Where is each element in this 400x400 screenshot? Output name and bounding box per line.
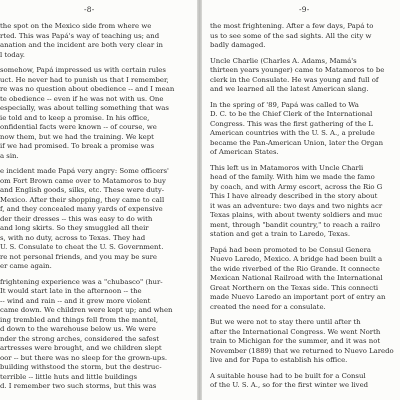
text-line: U. S. Consulate to cheat the U. S. Government. [0, 243, 164, 251]
text-line: It would start late in the afternoon -- the [0, 287, 142, 295]
text-line: building withstood the storm, but the destruc- [0, 363, 162, 371]
text-line: Texas plains, with about twenty soldiers and muc [210, 211, 383, 219]
left-page [0, 0, 197, 400]
text-line: after the International Congress. We went North [210, 327, 381, 336]
text-line: American countries with the U. S. A., a prelude [210, 129, 375, 137]
text-line: uct. He never had to punish us that I remember, [0, 75, 169, 84]
text-line: f, and they concealed many yards of expensive [0, 205, 163, 213]
text-line: train to Michigan for the summer, and it was not [210, 337, 381, 345]
text-line: d. I remember two such storms, but this was [0, 382, 157, 390]
text-line: er came again. [0, 262, 52, 270]
left-page-number: -8- [84, 5, 95, 14]
text-line: made Nuevo Laredo an important port of entry an [210, 293, 386, 301]
text-line: head of the family. With him we made the famo [210, 173, 375, 181]
text-line: Papá had been promoted to be Consul Genera [210, 245, 371, 254]
text-line: ing trembled and things fell from the mantel, [0, 315, 159, 324]
text-line: Uncle Charlie (Charles A. Adams, Mamá's [210, 56, 357, 65]
text-line: came down. We children were kept up; and when [0, 306, 173, 314]
text-line: e incident made Papá very angry: Some officers' [0, 167, 169, 175]
text-line: re was no question about obedience -- and I mean [0, 85, 175, 93]
text-line: s, with no duty, across to Texas. They had [0, 233, 146, 242]
text-line: became the Pan-American Union, later the Organ [210, 138, 384, 147]
text-line: -- wind and rain -- and it grew more violent [0, 296, 151, 305]
text-line: frightening experience was a "chubasco" (hur- [0, 277, 163, 286]
text-line: oor -- but there was no sleep for the grown-ups. [0, 353, 168, 362]
text-line: nder the strong arches, considered the safest [0, 334, 160, 343]
text-line: This I have already described in the story about [210, 192, 378, 200]
text-line: by coach, and with Army escort, across the Rio G [210, 182, 383, 191]
text-line: Nuevo Laredo, Mexico. A bridge had been built a [210, 255, 383, 263]
text-line: Mexico. After their shopping, they came to call [0, 195, 165, 204]
text-line: d down to the warehouse below us. We were [0, 325, 156, 333]
text-line: ment, through "bandit country," to reach a railro [210, 220, 381, 229]
left-page-text [0, 22, 174, 392]
text-line: anation and the incident are both very clear in [0, 41, 163, 49]
text-line: badly damaged. [210, 41, 266, 49]
text-line: In the spring of '89, Papá was called to Wa [210, 100, 359, 109]
text-line: Great Northern on the Texas side. This connecti [210, 283, 379, 292]
text-line: l today. [0, 50, 25, 59]
text-line: artresses were brought, and we children slept [0, 344, 162, 352]
text-line: somehow, Papá impressed us with certain rules [0, 66, 166, 74]
text-line: Mexican National Railroad with the International [210, 274, 383, 282]
text-line: Congress. This was the first gathering of the L [210, 119, 373, 128]
text-line: station and get a train to Laredo, Texas. [210, 230, 351, 238]
text-line: and long skirts. So they smuggled all their [0, 224, 149, 232]
text-line: live and for Papa to establish his office. [210, 356, 348, 364]
text-line: of American States. [210, 148, 279, 156]
right-page-text [210, 22, 394, 391]
text-line: the spot on the Mexico side from where we [0, 22, 152, 30]
text-line: thirteen years younger) came to Matamoros to be [210, 66, 385, 74]
right-page [202, 0, 400, 400]
text-line: November (1889) that we returned to Nuevo Laredo [210, 346, 394, 355]
text-line: ie told and to keep a promise. In his office, [0, 113, 150, 122]
text-line: the wide riverbed of the Rio Grande. It connecte [210, 264, 380, 273]
text-line: of the U. S. A., so for the first winter we lived [210, 381, 369, 389]
text-line: it was an adventure: two days and two nights acr [210, 201, 383, 210]
text-line: D. C. to be the Chief Clerk of the International [210, 110, 373, 118]
text-line: re not personal friends, and you may be sure [0, 252, 157, 261]
text-line: rted. This was Papá's way of teaching us; and [0, 31, 160, 40]
text-line: and we learned all the latest American slang. [210, 85, 369, 93]
text-line: us to see some of the sad sights. All the city w [210, 31, 372, 40]
text-line: terrible -- little huts and little buildings [0, 372, 137, 381]
text-line: a sin. [0, 151, 19, 160]
text-line: created the need for a consulate. [210, 302, 326, 311]
text-line: and English goods, silks, etc. These were duty- [0, 186, 165, 194]
text-line: But we were not to stay there until after th [210, 318, 361, 326]
text-line: This left us in Matamoros with Uncle Charli [210, 163, 364, 172]
text-line: te obedience -- even if he was not with us. One [0, 94, 164, 103]
text-line: clerk in the Consulate. He was young and full of [210, 75, 379, 84]
text-line: onfidential facts were known -- of course, we [0, 123, 157, 131]
text-line: om Fort Brown came over to Matamoros to buy [0, 176, 166, 185]
text-line: the most frightening. After a few days, Papá to [210, 22, 374, 30]
text-line: der their dresses -- this was easy to do with [0, 214, 153, 223]
text-line: if we had promised. To break a promise was [0, 142, 155, 150]
right-page-number: -9- [299, 5, 310, 14]
text-line: A suitable house had to be built for a Consul [210, 371, 366, 380]
text-line: now them, but we had the training. We kept [0, 132, 154, 141]
text-line: especially, was about telling something that was [0, 104, 169, 112]
